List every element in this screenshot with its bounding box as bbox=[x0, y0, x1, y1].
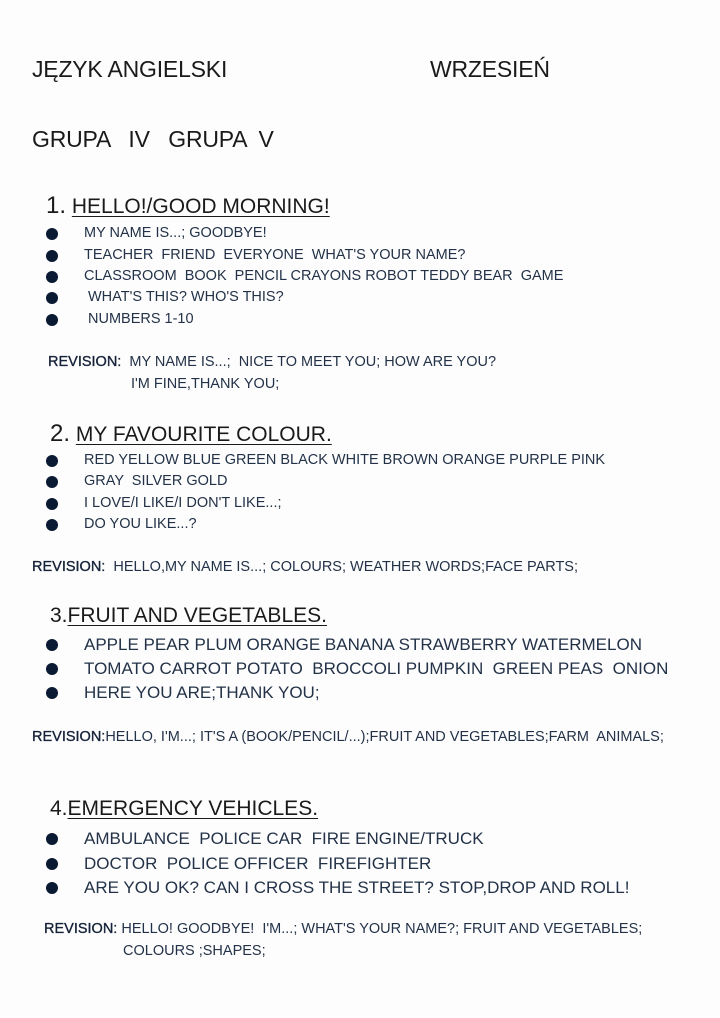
section-title: EMERGENCY VEHICLES. bbox=[67, 797, 319, 820]
revision-label: REVISION: bbox=[32, 559, 106, 575]
revision-label: REVISION: bbox=[48, 354, 122, 370]
revision-line bbox=[48, 354, 496, 370]
list-item: DO YOU LIKE...? bbox=[84, 516, 197, 532]
revision-text: HELLO! GOODBYE! I'M...; WHAT'S YOUR NAME?; FRUIT AND VEGETABLES; bbox=[121, 921, 643, 937]
list-item: APPLE PEAR PLUM ORANGE BANANA STRAWBERRY WATERMELON bbox=[84, 635, 642, 654]
section-title: FRUIT AND VEGETABLES. bbox=[67, 604, 327, 627]
section-number: 1. bbox=[46, 192, 67, 219]
list-item: HERE YOU ARE;THANK YOU; bbox=[84, 683, 320, 702]
revision-text: HELLO,MY NAME IS...; COLOURS; WEATHER WORDS;FACE PARTS; bbox=[113, 559, 579, 575]
subject-title: JĘZYK ANGIELSKI bbox=[32, 56, 228, 82]
bullet-icon bbox=[46, 687, 58, 699]
section-2-heading bbox=[50, 420, 332, 448]
bullet-icon bbox=[46, 292, 58, 304]
list-item: ARE YOU OK? CAN I CROSS THE STREET? STOP,DROP AND ROLL! bbox=[84, 878, 630, 897]
revision-text: MY NAME IS...; NICE TO MEET YOU; HOW ARE YOU? bbox=[129, 354, 497, 370]
list-item: AMBULANCE POLICE CAR FIRE ENGINE/TRUCK bbox=[84, 829, 484, 848]
section-number: 2. bbox=[50, 420, 71, 447]
bullet-icon bbox=[46, 882, 58, 894]
revision-line bbox=[32, 729, 664, 745]
list-item: MY NAME IS...; GOODBYE! bbox=[84, 225, 267, 241]
list-item: NUMBERS 1-10 bbox=[88, 311, 194, 327]
bullet-icon bbox=[46, 639, 58, 651]
month-title: WRZESIEŃ bbox=[430, 56, 550, 82]
bullet-icon bbox=[46, 519, 58, 531]
section-number: 3. bbox=[50, 604, 68, 627]
bullet-icon bbox=[46, 476, 58, 488]
list-item: CLASSROOM BOOK PENCIL CRAYONS ROBOT TEDDY BEAR GAME bbox=[84, 268, 564, 284]
bullet-icon bbox=[46, 314, 58, 326]
section-number: 4. bbox=[50, 797, 68, 820]
revision-line bbox=[44, 921, 642, 937]
revision-label: REVISION: bbox=[32, 729, 106, 745]
list-item: WHAT'S THIS? WHO'S THIS? bbox=[88, 289, 284, 305]
list-item: DOCTOR POLICE OFFICER FIREFIGHTER bbox=[84, 854, 432, 873]
section-4-heading bbox=[50, 797, 318, 821]
bullet-icon bbox=[46, 271, 58, 283]
bullet-icon bbox=[46, 833, 58, 845]
bullet-icon bbox=[46, 250, 58, 262]
section-title: MY FAVOURITE COLOUR. bbox=[75, 423, 332, 446]
revision-text: COLOURS ;SHAPES; bbox=[123, 943, 266, 959]
bullet-icon bbox=[46, 858, 58, 870]
list-item: I LOVE/I LIKE/I DON'T LIKE...; bbox=[84, 495, 282, 511]
revision-label: REVISION: bbox=[44, 921, 118, 937]
section-3-heading bbox=[50, 604, 327, 628]
bullet-icon bbox=[46, 228, 58, 240]
list-item: TEACHER FRIEND EVERYONE WHAT'S YOUR NAME? bbox=[84, 247, 466, 263]
bullet-icon bbox=[46, 663, 58, 675]
list-item: RED YELLOW BLUE GREEN BLACK WHITE BROWN ORANGE PURPLE PINK bbox=[84, 452, 606, 468]
revision-text: HELLO, I'M...; IT'S A (BOOK/PENCIL/...);FRUIT AND VEGETABLES;FARM ANIMALS; bbox=[105, 729, 664, 745]
section-1-heading bbox=[46, 192, 330, 220]
groups-title: GRUPA IV GRUPA V bbox=[32, 126, 274, 152]
revision-line bbox=[32, 559, 578, 575]
revision-text: I'M FINE,THANK YOU; bbox=[131, 376, 280, 392]
bullet-icon bbox=[46, 455, 58, 467]
section-title: HELLO!/GOOD MORNING! bbox=[71, 195, 330, 218]
bullet-icon bbox=[46, 498, 58, 510]
list-item: GRAY SILVER GOLD bbox=[84, 473, 228, 489]
list-item: TOMATO CARROT POTATO BROCCOLI PUMPKIN GREEN PEAS ONION bbox=[84, 659, 669, 678]
